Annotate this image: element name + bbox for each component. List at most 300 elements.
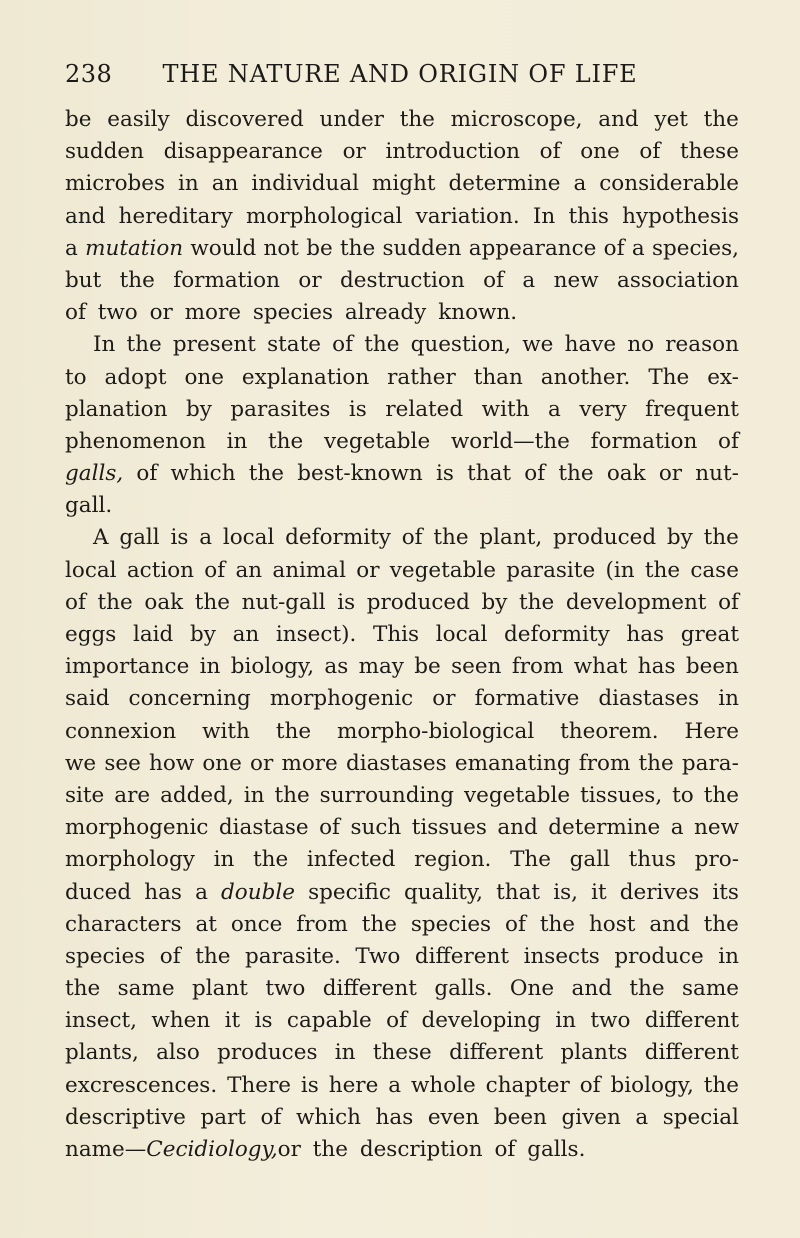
word: we	[522, 332, 554, 358]
text-line	[65, 555, 739, 587]
word: of	[539, 139, 561, 165]
word: a	[635, 1104, 649, 1130]
word: In	[93, 332, 116, 358]
word: been	[685, 654, 739, 680]
word: in	[555, 1008, 577, 1034]
word: may	[358, 654, 404, 680]
word: quality,	[404, 879, 483, 905]
word: formation	[173, 267, 280, 293]
text-line	[65, 941, 739, 973]
word: diastases	[345, 750, 447, 776]
word: the	[65, 976, 101, 1002]
word: more	[184, 300, 242, 326]
text-line	[65, 1005, 739, 1037]
word: The	[648, 364, 690, 390]
word: the	[97, 589, 133, 615]
word: produces	[217, 1040, 318, 1066]
word: of	[159, 943, 181, 969]
word: the	[703, 782, 739, 808]
word: destruction	[340, 267, 465, 293]
word: than	[473, 364, 523, 390]
word: considerable	[599, 171, 739, 197]
word: local	[222, 525, 275, 551]
word: produce	[614, 943, 704, 969]
word: a	[195, 879, 208, 905]
word: the	[539, 911, 576, 937]
word: and	[571, 976, 612, 1002]
word: as	[324, 654, 349, 680]
word: such	[350, 815, 402, 841]
word: characters	[65, 911, 182, 937]
word: a	[547, 396, 561, 422]
word: of	[603, 235, 625, 261]
text-line	[65, 780, 739, 812]
word: parasites	[230, 396, 331, 422]
text-line	[65, 490, 739, 522]
word: part	[200, 1104, 246, 1130]
word: morpho-biological	[337, 718, 535, 744]
word: given	[561, 1104, 621, 1130]
word: in	[718, 943, 739, 969]
word: is	[337, 589, 356, 615]
word: a	[670, 815, 684, 841]
word: from	[511, 654, 564, 680]
word: theorem.	[560, 718, 659, 744]
word: vegetable	[389, 557, 496, 583]
word: we	[65, 750, 97, 776]
word: in	[243, 782, 265, 808]
word: to	[672, 782, 694, 808]
word: or	[277, 1137, 301, 1162]
word: deformity	[504, 622, 610, 647]
word: insect).	[275, 622, 357, 647]
word: host	[588, 911, 636, 937]
word: the	[433, 525, 469, 551]
word: morphological	[246, 203, 403, 229]
word: a	[522, 267, 536, 293]
word: very	[579, 396, 627, 422]
word: the	[268, 428, 304, 454]
word: plants,	[65, 1040, 139, 1066]
word: the	[638, 750, 674, 776]
word: is	[300, 1072, 319, 1098]
word: an	[211, 171, 239, 197]
word: of	[483, 267, 504, 293]
word: introduction	[385, 139, 521, 165]
word: the	[703, 911, 739, 937]
word: emanating	[454, 750, 571, 776]
word: question,	[410, 332, 512, 358]
word: oak	[606, 461, 646, 487]
word: the	[703, 107, 739, 132]
word: been	[493, 1104, 547, 1130]
word: (in	[605, 557, 635, 583]
text-line	[65, 716, 739, 748]
word: pro-	[694, 847, 739, 873]
word: world—the	[450, 428, 570, 454]
word: of	[332, 332, 354, 358]
word: name—	[65, 1137, 147, 1162]
word: would	[190, 235, 257, 261]
word: microscope,	[450, 107, 583, 132]
word: the	[252, 847, 289, 873]
word: species	[410, 911, 492, 937]
word: the	[340, 235, 376, 261]
word: no	[627, 332, 655, 358]
word: another.	[540, 364, 631, 390]
word: discovered	[185, 107, 304, 132]
word: diastases	[598, 686, 700, 712]
word: state	[267, 332, 321, 358]
word: local	[435, 622, 488, 647]
word: planation	[65, 396, 168, 422]
word: diastase	[218, 815, 309, 841]
word: deformity	[285, 525, 391, 551]
word: local	[65, 557, 117, 583]
word: is	[348, 396, 367, 422]
word: oak	[144, 589, 184, 615]
word: variation.	[415, 203, 520, 229]
word: and	[598, 107, 639, 132]
text-line	[65, 973, 739, 1005]
word: not	[263, 235, 299, 261]
word: chapter	[485, 1072, 570, 1098]
word: in	[199, 654, 221, 680]
word: sudden	[65, 139, 144, 165]
word: species	[252, 300, 334, 326]
word: Cecidiology,	[146, 1137, 278, 1162]
word: double	[221, 879, 295, 905]
word: the	[558, 461, 594, 487]
word: the	[195, 943, 231, 969]
word: sudden	[382, 235, 462, 261]
word: yet	[654, 107, 688, 132]
text-line	[65, 1134, 739, 1166]
word: be	[306, 235, 333, 261]
word: two	[265, 976, 306, 1002]
word: derives	[619, 879, 700, 905]
word: animal	[272, 557, 346, 583]
word: association	[617, 267, 739, 293]
word: two	[97, 300, 138, 326]
word: species	[65, 943, 146, 969]
word: different	[322, 976, 417, 1002]
text-line	[65, 426, 739, 458]
word: is	[435, 461, 454, 487]
word: in	[334, 1040, 356, 1066]
word: of	[579, 1072, 601, 1098]
word: when	[151, 1008, 211, 1034]
word: The	[510, 847, 551, 873]
word: in	[226, 428, 248, 454]
text-line	[65, 297, 739, 329]
text-line	[65, 458, 739, 490]
word: galls,	[65, 461, 124, 487]
word: gall.	[65, 493, 113, 519]
word: the	[312, 1137, 348, 1162]
word: morphology	[65, 847, 195, 873]
word: duced	[65, 879, 132, 905]
word: rather	[387, 364, 456, 390]
word: laid	[132, 622, 174, 647]
text-line	[65, 362, 739, 394]
word: site	[65, 782, 105, 808]
word: vegetable	[323, 428, 431, 454]
word: this	[568, 203, 609, 229]
word: already	[344, 300, 427, 326]
word: the	[275, 718, 312, 744]
word: different	[644, 1008, 739, 1034]
word: formative	[474, 686, 580, 712]
word: plant,	[479, 525, 543, 551]
word: mutation	[85, 235, 184, 261]
word: the	[399, 107, 435, 132]
word: an	[235, 557, 263, 583]
word: Here	[684, 718, 739, 744]
text-line	[65, 651, 739, 683]
word: a	[573, 171, 587, 197]
word: two	[590, 1008, 631, 1034]
word: of	[524, 461, 546, 487]
word: descriptive	[65, 1104, 186, 1130]
word: or	[342, 139, 366, 165]
word: or	[432, 686, 456, 712]
word: be	[414, 654, 441, 680]
word: biology,	[610, 1072, 694, 1098]
word: concerning	[128, 686, 251, 712]
word: action	[126, 557, 194, 583]
word: from	[578, 750, 631, 776]
word: in	[213, 847, 235, 873]
word: the	[248, 461, 284, 487]
word: has	[375, 1104, 414, 1130]
text-line	[65, 1037, 739, 1069]
running-title: THE NATURE AND ORIGIN OF LIFE	[162, 60, 638, 88]
word: a	[65, 235, 78, 261]
word: by	[185, 396, 212, 422]
word: the	[629, 976, 665, 1002]
word: present	[172, 332, 256, 358]
word: vegetable	[463, 782, 571, 808]
word: Two	[355, 943, 401, 969]
word: phenomenon	[65, 428, 206, 454]
word: what	[573, 654, 628, 680]
word: have	[564, 332, 617, 358]
word: in	[718, 686, 739, 712]
word: of	[204, 557, 226, 583]
word: case	[690, 557, 739, 583]
word: species,	[651, 235, 739, 261]
word: thus	[628, 847, 677, 873]
word: reason	[665, 332, 739, 358]
word: easily	[107, 107, 170, 132]
word: the	[119, 267, 155, 293]
word: same	[682, 976, 739, 1002]
word: development	[565, 589, 707, 615]
word: excrescences.	[65, 1072, 218, 1098]
body-text	[65, 104, 739, 1166]
word: One	[509, 976, 555, 1002]
word: nut-	[695, 461, 739, 487]
word: the	[644, 557, 681, 583]
word: of	[401, 525, 423, 551]
word: infected	[306, 847, 396, 873]
word: the	[274, 782, 310, 808]
word: one	[580, 139, 620, 165]
word: of	[260, 1104, 282, 1130]
word: a	[388, 1072, 402, 1098]
word: gall	[119, 525, 160, 551]
word: description	[359, 1137, 483, 1162]
page-header	[0, 60, 800, 96]
word: different	[449, 1040, 544, 1066]
word: new	[553, 267, 599, 293]
text-line	[65, 104, 739, 136]
word: one	[202, 750, 242, 776]
word: the	[364, 332, 400, 358]
word: by	[481, 589, 508, 615]
word: morphogenic	[269, 686, 414, 712]
word: or	[658, 461, 683, 487]
word: of	[505, 911, 526, 937]
word: plants	[560, 1040, 628, 1066]
word: determine	[448, 171, 561, 197]
word: under	[319, 107, 384, 132]
word: produced	[552, 525, 657, 551]
word: surrounding	[319, 782, 454, 808]
word: it	[591, 879, 607, 905]
word: individual	[251, 171, 360, 197]
word: region.	[414, 847, 492, 873]
word: gall	[569, 847, 610, 873]
word: the	[194, 589, 231, 615]
word: of	[718, 589, 739, 615]
word: is	[170, 525, 189, 551]
word: whole	[410, 1072, 476, 1098]
text-line	[65, 587, 739, 619]
word: but	[65, 267, 102, 293]
word: different	[644, 1040, 739, 1066]
word: here	[328, 1072, 379, 1098]
word: tissues,	[580, 782, 663, 808]
word: of	[386, 1008, 408, 1034]
word: a	[199, 525, 213, 551]
text-line	[65, 168, 739, 200]
text-line	[65, 201, 739, 233]
word: the	[519, 589, 555, 615]
word: or	[149, 300, 173, 326]
word: in	[178, 171, 199, 197]
word: determine	[548, 815, 661, 841]
text-line	[65, 683, 739, 715]
word: capable	[286, 1008, 372, 1034]
word: galls.	[527, 1137, 586, 1162]
word: plant	[192, 976, 248, 1002]
word: insects	[523, 943, 600, 969]
word: known.	[438, 300, 518, 326]
word: of	[718, 428, 739, 454]
text-line	[65, 748, 739, 780]
word: of	[65, 300, 86, 326]
text-line	[65, 329, 739, 361]
word: parasite.	[245, 943, 341, 969]
word: at	[195, 911, 217, 937]
word: best-known	[297, 461, 423, 487]
word: different	[414, 943, 509, 969]
word: and	[65, 203, 106, 229]
word: be	[65, 107, 92, 132]
word: explanation	[241, 364, 370, 390]
word: also	[156, 1040, 200, 1066]
word: might	[372, 171, 436, 197]
text-line	[65, 136, 739, 168]
word: these	[372, 1040, 432, 1066]
word: disappearance	[163, 139, 323, 165]
word: of	[494, 1137, 516, 1162]
word: galls.	[434, 976, 493, 1002]
word: adopt	[104, 364, 167, 390]
word: connexion	[65, 718, 177, 744]
word: microbes	[65, 171, 166, 197]
word: nut-gall	[241, 589, 326, 615]
text-line	[65, 877, 739, 909]
word: which	[170, 461, 236, 487]
word: has	[637, 654, 676, 680]
word: which	[295, 1104, 361, 1130]
word: hereditary	[118, 203, 233, 229]
text-line	[65, 619, 739, 651]
text-line	[65, 265, 739, 297]
word: how	[148, 750, 195, 776]
word: the	[703, 1072, 739, 1098]
word: para-	[681, 750, 739, 776]
word: these	[679, 139, 739, 165]
text-line	[65, 909, 739, 941]
word: ex-	[707, 364, 739, 390]
word: from	[296, 911, 348, 937]
text-line	[65, 233, 739, 265]
text-line	[65, 1070, 739, 1102]
word: see	[104, 750, 141, 776]
word: or	[250, 750, 274, 776]
word: with	[202, 718, 250, 744]
page-number: 238	[65, 60, 113, 88]
word: seen	[451, 654, 502, 680]
word: or	[298, 267, 322, 293]
word: related	[385, 396, 464, 422]
word: eggs	[65, 622, 117, 647]
text-line	[65, 1102, 739, 1134]
word: of	[319, 815, 340, 841]
word: even	[427, 1104, 480, 1130]
word: new	[694, 815, 739, 841]
word: hypothesis	[622, 203, 739, 229]
word: or	[356, 557, 380, 583]
word: of	[639, 139, 661, 165]
word: biology,	[230, 654, 315, 680]
word: one	[184, 364, 224, 390]
word: its	[712, 879, 739, 905]
word: the	[361, 911, 397, 937]
word: In	[532, 203, 556, 229]
word: tissues	[411, 815, 487, 841]
word: insect,	[65, 1008, 137, 1034]
word: has	[626, 622, 665, 647]
text-line	[65, 522, 739, 554]
text-line	[65, 844, 739, 876]
word-group	[65, 1134, 278, 1166]
word: a	[631, 235, 645, 261]
